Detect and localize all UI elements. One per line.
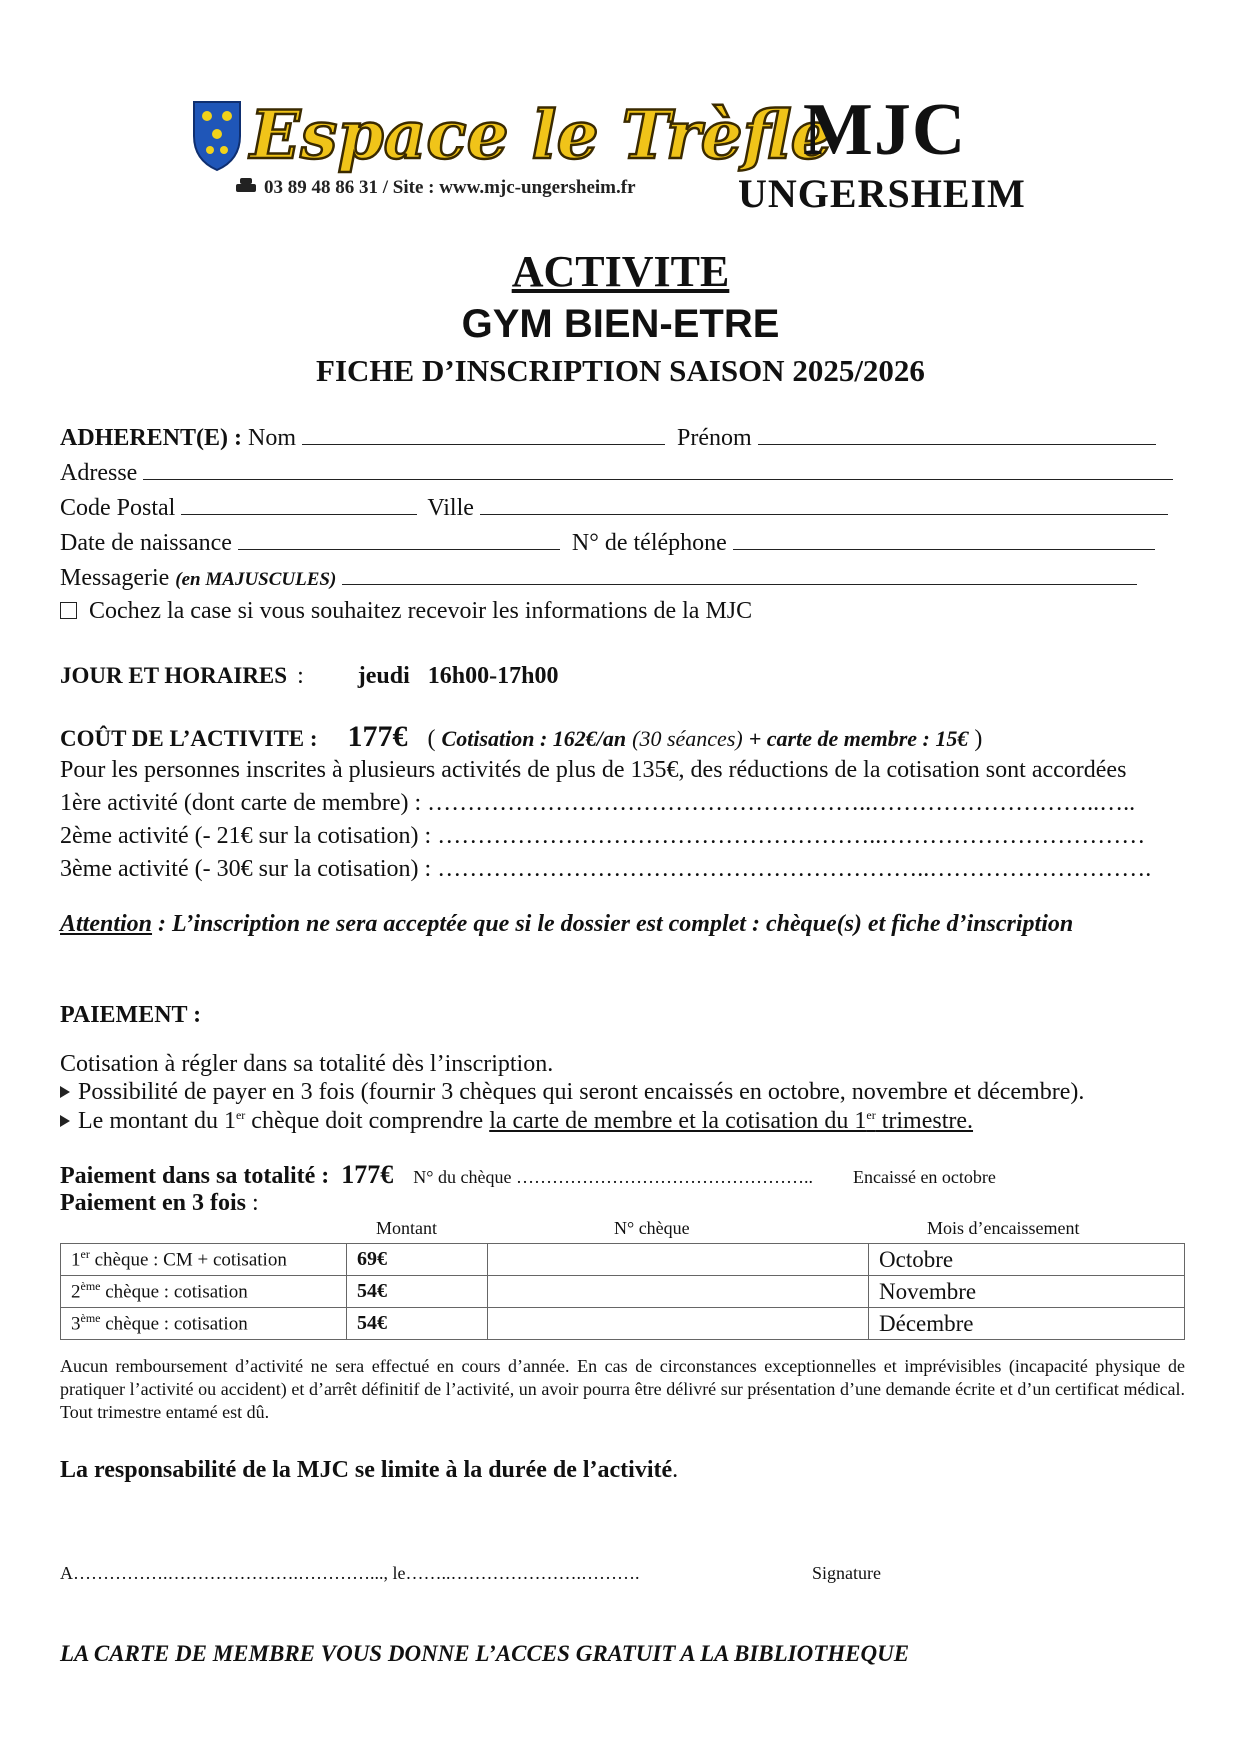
responsabilite-row bbox=[60, 1457, 678, 1484]
paiement-line-3b: chèque doit comprendre bbox=[245, 1108, 490, 1134]
code-postal-field[interactable] bbox=[181, 494, 417, 515]
cout-seances: (30 séances) bbox=[632, 726, 743, 751]
paiement-trois-colon: : bbox=[245, 1190, 259, 1216]
prenom-field[interactable] bbox=[758, 424, 1156, 445]
encaisse-text: Encaissé en octobre bbox=[852, 1167, 996, 1187]
ville-label: Ville bbox=[427, 495, 474, 521]
row-mois: Novembre bbox=[869, 1276, 1185, 1308]
messagerie-note: (en MAJUSCULES) bbox=[175, 569, 337, 590]
nom-label: Nom bbox=[248, 425, 297, 451]
row-montant: 54€ bbox=[347, 1276, 488, 1308]
logo-text: Espace le Trèfle bbox=[250, 96, 833, 174]
reduction-text: Pour les personnes inscrites à plusieurs activités de plus de 135€, des réductions de la cotisation sont accordées bbox=[60, 757, 1127, 783]
table-row bbox=[61, 1276, 1185, 1308]
phone-icon bbox=[236, 178, 256, 192]
paiement-total-label: Paiement dans sa totalité : bbox=[60, 1163, 330, 1189]
row-montant: 54€ bbox=[347, 1308, 488, 1340]
contact-text: 03 89 48 86 31 / Site : www.mjc-ungersheim.fr bbox=[264, 177, 636, 198]
birth-phone-row bbox=[60, 529, 1155, 557]
cheques-table bbox=[60, 1243, 1185, 1340]
newsletter-checkbox[interactable] bbox=[60, 602, 77, 619]
paiement-line-3u1: la carte de membre et la cotisation du 1 bbox=[489, 1108, 867, 1134]
row-cheque-number[interactable] bbox=[488, 1276, 869, 1308]
row-mois: Octobre bbox=[869, 1244, 1185, 1276]
cout-open: ( bbox=[427, 726, 436, 752]
telephone-label: N° de téléphone bbox=[571, 530, 727, 556]
code-postal-label: Code Postal bbox=[60, 495, 176, 521]
horaires-colon: : bbox=[297, 663, 304, 689]
responsabilite-text: La responsabilité de la MJC se limite à la durée de l’activité bbox=[60, 1457, 673, 1483]
row-mois: Décembre bbox=[869, 1308, 1185, 1340]
paiement-line-3u2: trimestre. bbox=[875, 1108, 974, 1134]
paiement-line-3-underlined bbox=[489, 1108, 973, 1134]
row-montant: 69€ bbox=[347, 1244, 488, 1276]
nom-field[interactable] bbox=[302, 424, 665, 445]
col-mois-header: Mois d’encaissement bbox=[927, 1218, 1080, 1238]
paiement-line-3-sup: er bbox=[235, 1108, 246, 1122]
cout-carte: + carte de membre : 15€ bbox=[748, 726, 969, 751]
mjc-subtitle: UNGERSHEIM bbox=[738, 171, 1026, 216]
footer-text: LA CARTE DE MEMBRE VOUS DONNE L’ACCES GRATUIT A LA BIBLIOTHEQUE bbox=[60, 1641, 910, 1666]
adherent-label: ADHERENT(E) : bbox=[60, 425, 243, 451]
activite-3-line: 3ème activité (- 30€ sur la cotisation) : ……………………………………………………..………………………. bbox=[60, 856, 1152, 882]
form-title: FICHE D’INSCRIPTION SAISON 2025/2026 bbox=[316, 353, 925, 388]
paiement-total-row bbox=[60, 1160, 996, 1190]
signature-label: Signature bbox=[812, 1563, 881, 1583]
paiement-line-1: Cotisation à régler dans sa totalité dès l’inscription. bbox=[60, 1051, 554, 1077]
row-label: 3ème chèque : cotisation bbox=[61, 1308, 347, 1340]
newsletter-label: Cochez la case si vous souhaitez recevoir les informations de la MJC bbox=[89, 598, 753, 624]
table-row bbox=[61, 1244, 1185, 1276]
row-label: 2ème chèque : cotisation bbox=[61, 1276, 347, 1308]
paiement-line-2 bbox=[60, 1079, 1084, 1106]
row-label: 1er chèque : CM + cotisation bbox=[61, 1244, 347, 1276]
newsletter-row bbox=[60, 598, 752, 625]
paiement-trois-label: Paiement en 3 fois bbox=[60, 1190, 246, 1216]
row-cheque-number[interactable] bbox=[488, 1308, 869, 1340]
table-row bbox=[61, 1308, 1185, 1340]
horaires-row bbox=[60, 663, 558, 690]
naissance-field[interactable] bbox=[238, 529, 560, 550]
name-row bbox=[60, 424, 1156, 452]
naissance-label: Date de naissance bbox=[60, 530, 232, 556]
messagerie-field[interactable] bbox=[342, 564, 1137, 585]
bullet-arrow-icon bbox=[60, 1115, 70, 1127]
paiement-label: PAIEMENT : bbox=[60, 1002, 202, 1028]
cout-cotisation: Cotisation : 162€/an bbox=[441, 726, 627, 751]
horaires-value: jeudi 16h00-17h00 bbox=[357, 663, 559, 689]
attention-row bbox=[60, 911, 1073, 938]
cout-label: COÛT DE L’ACTIVITE : bbox=[60, 726, 318, 751]
attention-label: Attention bbox=[60, 911, 153, 937]
paiement-total-price: 177€ bbox=[341, 1160, 394, 1189]
row-cheque-number[interactable] bbox=[488, 1244, 869, 1276]
cout-price: 177€ bbox=[347, 720, 408, 753]
col-cheque-header: N° chèque bbox=[614, 1218, 690, 1238]
cout-close: ) bbox=[974, 726, 983, 752]
activite-1-line: 1ère activité (dont carte de membre) : ………………………………………………..………………………..….. bbox=[60, 790, 1136, 816]
activity-name: GYM BIEN-ETRE bbox=[461, 302, 780, 346]
paiement-line-3 bbox=[60, 1108, 973, 1135]
adresse-field[interactable] bbox=[143, 459, 1173, 480]
cheque-number-field[interactable]: N° du chèque ………………………………………….. bbox=[413, 1167, 813, 1187]
paiement-line-3u-sup: er bbox=[866, 1108, 876, 1122]
telephone-field[interactable] bbox=[733, 529, 1155, 550]
attention-text: : L’inscription ne sera acceptée que si le dossier est complet : chèque(s) et fiche d’inscription bbox=[152, 911, 1074, 937]
responsabilite-dot: . bbox=[672, 1457, 679, 1483]
prenom-label: Prénom bbox=[677, 425, 752, 451]
adresse-label: Adresse bbox=[60, 460, 138, 486]
email-row bbox=[60, 564, 1137, 592]
cout-row bbox=[60, 720, 982, 754]
logo-graphic bbox=[190, 74, 833, 214]
mjc-title: MJC bbox=[803, 89, 967, 171]
espace-le-trefle-logo bbox=[190, 74, 833, 214]
col-montant-header: Montant bbox=[376, 1218, 437, 1238]
messagerie-label: Messagerie bbox=[60, 565, 170, 591]
city-row bbox=[60, 494, 1168, 522]
ville-field[interactable] bbox=[480, 494, 1168, 515]
paiement-trois-row bbox=[60, 1190, 259, 1217]
paiement-line-3a: Le montant du 1 bbox=[78, 1108, 236, 1134]
bullet-arrow-icon bbox=[60, 1086, 70, 1098]
horaires-label: JOUR ET HORAIRES bbox=[60, 663, 288, 688]
address-row bbox=[60, 459, 1173, 487]
activite-2-line: 2ème activité (- 21€ sur la cotisation) : ………………………………………………..…………………………… bbox=[60, 823, 1146, 849]
activity-heading: ACTIVITE bbox=[511, 247, 730, 296]
paiement-line-2-text: Possibilité de payer en 3 fois (fournir 3 chèques qui seront encaissés en octobre, novembre et décembre). bbox=[78, 1079, 1085, 1105]
signature-place-date[interactable]: A…………….………………….…………..., le……..………………….………. bbox=[60, 1563, 640, 1583]
disclaimer-text: Aucun remboursement d’activité ne sera effectué en cours d’année. En cas de circonstances exceptionnelles et imprévisibles (incapacité physique de pratiquer l’activité ou accident) et d’arrêt définitif de l’activité, un avoir pourra être délivré sur présentation d’une demande écrite et d’un certificat médical. Tout trimestre entamé est dû. bbox=[60, 1356, 1185, 1422]
